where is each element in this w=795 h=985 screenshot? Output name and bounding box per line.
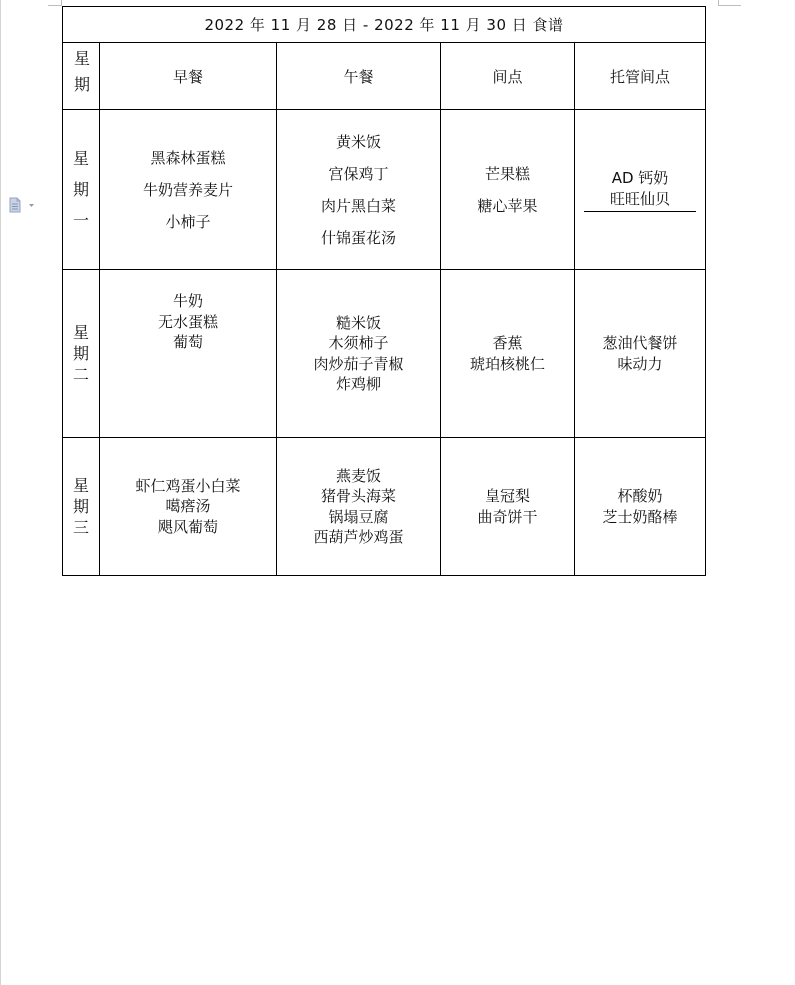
menu-item: 黑森林蛋糕 <box>150 148 226 167</box>
snack-cell <box>441 270 575 438</box>
day-char: 三 <box>72 518 89 537</box>
menu-item: 曲奇饼干 <box>477 507 538 526</box>
header-breakfast: 早餐 <box>100 43 277 110</box>
menu-item: 肉炒茄子青椒 <box>313 354 404 373</box>
day-char: 星 <box>72 323 89 342</box>
menu-item: 炸鸡柳 <box>335 375 381 393</box>
day-char: 期 <box>72 497 89 516</box>
day-cell <box>63 270 100 438</box>
care-snack-cell <box>575 270 706 438</box>
breakfast-cell <box>100 438 277 576</box>
menu-item: 皇冠梨 <box>484 487 530 505</box>
care-snack-group <box>584 168 696 212</box>
day-char: 星 <box>72 149 89 168</box>
day-char: 期 <box>72 344 89 363</box>
care-snack-cell <box>575 110 706 270</box>
lunch-cell <box>277 270 441 438</box>
margin-mark-top-right <box>719 5 741 6</box>
breakfast-cell <box>100 110 277 270</box>
menu-item: 黄米饭 <box>335 132 381 151</box>
menu-item: AD 钙奶 <box>611 168 669 187</box>
menu-item: 旺旺仙贝 <box>610 189 671 208</box>
menu-item: 芝士奶酪棒 <box>602 507 678 526</box>
snack-cell <box>441 110 575 270</box>
menu-item: 木须柿子 <box>328 334 389 352</box>
header-day-text: 星期 <box>71 50 91 102</box>
menu-item: 味动力 <box>617 354 663 373</box>
day-char: 一 <box>72 211 89 230</box>
menu-item: 葡萄 <box>172 333 203 351</box>
day-char: 期 <box>72 180 89 199</box>
document-icon[interactable] <box>8 197 40 213</box>
day-char: 星 <box>72 476 89 495</box>
menu-item: 无水蛋糕 <box>157 312 218 331</box>
menu-item: 糖心苹果 <box>477 196 538 215</box>
header-care-snack: 托管间点 <box>575 43 706 110</box>
table-row <box>63 110 706 270</box>
menu-item: 香蕉 <box>492 334 523 352</box>
menu-item: 什锦蛋花汤 <box>320 228 396 247</box>
menu-item: 西葫芦炒鸡蛋 <box>313 528 404 546</box>
menu-title: 2022 年 11 月 28 日 - 2022 年 11 月 30 日 食谱 <box>63 7 706 43</box>
lunch-cell <box>277 110 441 270</box>
care-snack-cell <box>575 438 706 576</box>
menu-item: 牛奶营养麦片 <box>142 180 233 199</box>
table-row <box>63 438 706 576</box>
snack-cell <box>441 438 575 576</box>
margin-mark-top-left <box>48 5 61 6</box>
menu-item: 小柿子 <box>165 212 211 231</box>
menu-item: 芒果糕 <box>484 164 530 183</box>
day-char: 二 <box>72 365 89 384</box>
header-day <box>63 43 100 110</box>
menu-item: 杯酸奶 <box>617 487 663 505</box>
day-cell <box>63 110 100 270</box>
menu-item: 噶瘩汤 <box>165 497 211 516</box>
menu-item: 肉片黑白菜 <box>320 196 396 215</box>
menu-item: 猪骨头海菜 <box>320 487 396 505</box>
lunch-cell <box>277 438 441 576</box>
page-left-border <box>0 0 1 985</box>
header-snack: 间点 <box>441 43 575 110</box>
day-cell <box>63 438 100 576</box>
menu-item: 琥珀核桃仁 <box>469 354 545 373</box>
table-row <box>63 270 706 438</box>
menu-item: 飓风葡萄 <box>157 517 218 536</box>
breakfast-cell <box>100 270 277 438</box>
menu-item: 宫保鸡丁 <box>328 164 389 183</box>
header-lunch: 午餐 <box>277 43 441 110</box>
menu-item: 虾仁鸡蛋小白菜 <box>135 476 241 495</box>
menu-item: 葱油代餐饼 <box>602 334 678 352</box>
menu-item: 糙米饭 <box>335 313 381 332</box>
menu-item: 燕麦饭 <box>335 466 381 485</box>
menu-item: 牛奶 <box>172 292 203 310</box>
menu-table <box>62 6 706 576</box>
menu-item: 锅塌豆腐 <box>328 507 389 526</box>
